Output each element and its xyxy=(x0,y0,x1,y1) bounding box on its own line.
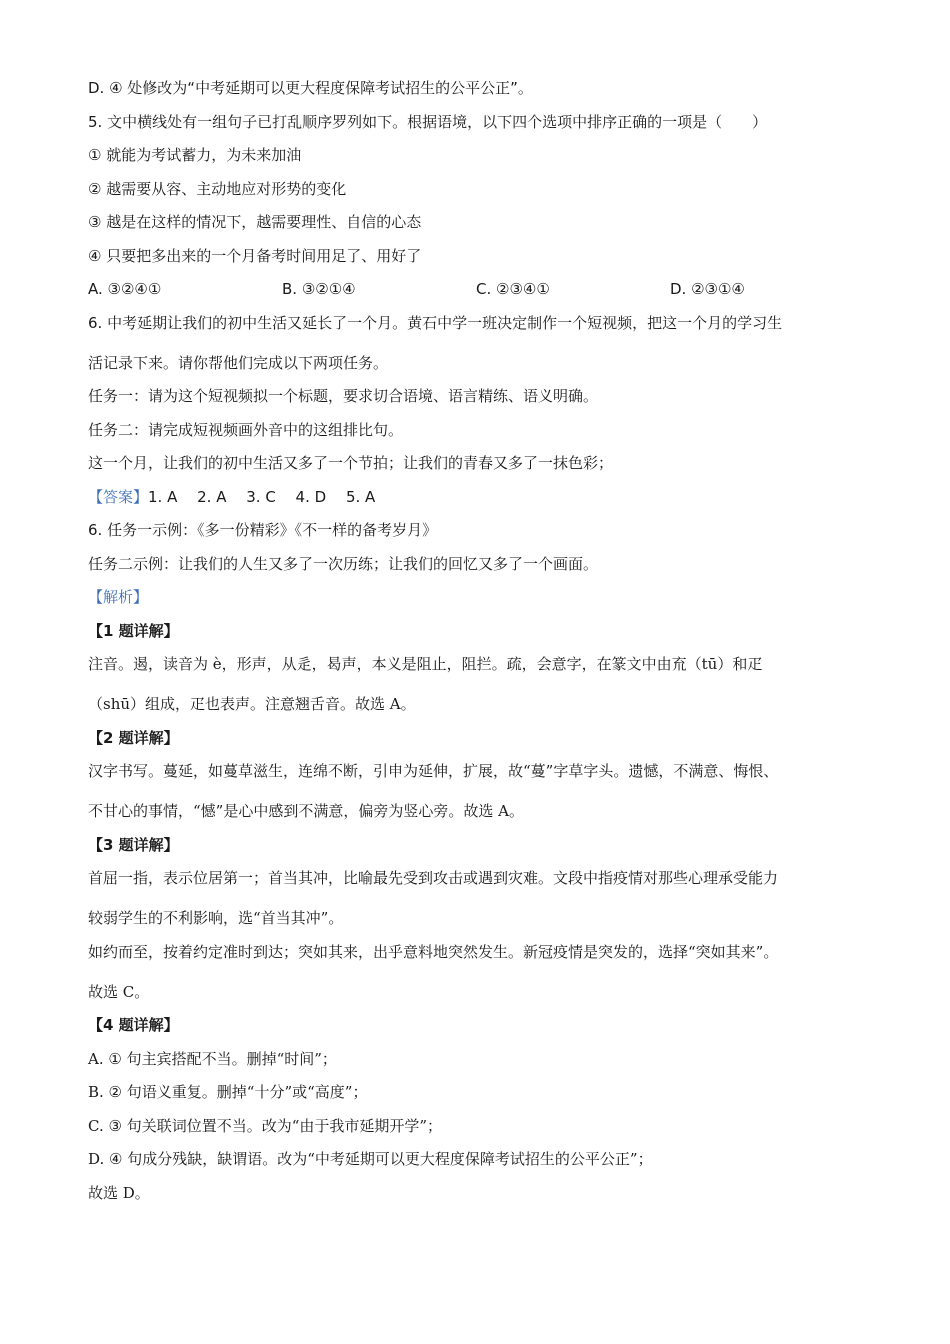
answer-label: 【答案】 xyxy=(88,487,149,506)
sentence-3: ③ 越是在这样的情况下，越需要理性、自信的心态 xyxy=(88,213,422,231)
answer-6-task1: 6. 任务一示例：《多一份精彩》《不一样的备考岁月》 xyxy=(88,521,438,539)
detail-1-heading: 【1 题详解】 xyxy=(88,621,179,640)
detail-3-heading: 【3 题详解】 xyxy=(88,835,179,854)
question-6-prompt-line2: 活记录下来。请你帮他们完成以下两项任务。 xyxy=(88,353,389,372)
detail-3-line4: 故选 C。 xyxy=(88,982,150,1001)
detail-4-heading: 【4 题详解】 xyxy=(88,1016,179,1034)
option-d: D. ②③①④ xyxy=(670,280,745,298)
question-5-options xyxy=(88,279,878,299)
detail-4-line-c: C. ③ 句关联词位置不当。改为“由于我市延期开学”； xyxy=(88,1116,443,1135)
answer-values: 1. A 2. A 3. C 4. D 5. A xyxy=(148,487,376,506)
question-6-prompt-line1: 6. 中考延期让我们的初中生活又延长了一个月。黄石中学一班决定制作一个短视频，把这一个月的学习生 xyxy=(88,313,783,332)
sentence-1: ① 就能为考试蓄力，为未来加油 xyxy=(88,146,302,164)
detail-2-line1: 汉字书写。蔓延，如蔓草滋生，连绵不断，引申为延伸，扩展，故“蔓”字草字头。遗憾，不满意、悔恨、 xyxy=(88,762,779,780)
detail-3-line3: 如约而至，按着约定准时到达；突如其来，出乎意料地突然发生。新冠疫情是突发的，选择“突如其来”。 xyxy=(88,942,779,961)
answer-line xyxy=(88,487,878,507)
detail-4-line-e: 故选 D。 xyxy=(88,1183,150,1202)
detail-1-line1: 注音。遏，读音为 è，形声，从辵，曷声，本义是阻止，阻拦。疏，会意字，在篆文中由㐬（tū）和疋 xyxy=(88,655,763,673)
detail-4-line-a: A. ① 句主宾搭配不当。删掉“时间”； xyxy=(88,1049,337,1068)
document-page xyxy=(88,78,878,1216)
option-a: A. ③②④① xyxy=(88,280,162,298)
detail-3-line2: 较弱学生的不利影响，选“首当其冲”。 xyxy=(88,909,344,927)
question-5-prompt: 5. 文中横线处有一组句子已打乱顺序罗列如下。根据语境，以下四个选项中排序正确的一项是（ ） xyxy=(88,112,768,131)
detail-2-heading: 【2 题详解】 xyxy=(88,728,179,747)
detail-4-line-b: B. ② 句语义重复。删掉“十分”或“高度”； xyxy=(88,1083,368,1101)
sentence-2: ② 越需要从容、主动地应对形势的变化 xyxy=(88,179,347,198)
task-1: 任务一：请为这个短视频拟一个标题，要求切合语境、语言精练、语义明确。 xyxy=(88,387,599,405)
option-d-fix-line: D. ④ 处修改为“中考延期可以更大程度保障考试招生的公平公正”。 xyxy=(88,79,533,97)
detail-2-line2: 不甘心的事情，“憾”是心中感到不满意，偏旁为竖心旁。故选 A。 xyxy=(88,802,524,820)
sentence-4: ④ 只要把多出来的一个月备考时间用足了、用好了 xyxy=(88,246,422,265)
option-c: C. ②③④① xyxy=(476,280,550,298)
detail-3-line1: 首屈一指，表示位居第一；首当其冲，比喻最先受到攻击或遇到灾难。文段中指疫情对那些心理承受能力 xyxy=(88,869,779,887)
answer-6-task2: 任务二示例：让我们的人生又多了一次历练；让我们的回忆又多了一个画面。 xyxy=(88,554,599,573)
detail-4-line-d: D. ④ 句成分残缺，缺谓语。改为“中考延期可以更大程度保障考试招生的公平公正”； xyxy=(88,1150,653,1168)
analysis-label: 【解析】 xyxy=(88,588,149,606)
task-2: 任务二：请完成短视频画外音中的这组排比句。 xyxy=(88,420,404,439)
option-b: B. ③②①④ xyxy=(282,280,356,298)
parallel-sentence: 这一个月，让我们的初中生活又多了一个节拍；让我们的青春又多了一抹色彩； xyxy=(88,454,614,472)
detail-1-line2: （shū）组成，疋也表声。注意翘舌音。故选 A。 xyxy=(88,695,416,713)
